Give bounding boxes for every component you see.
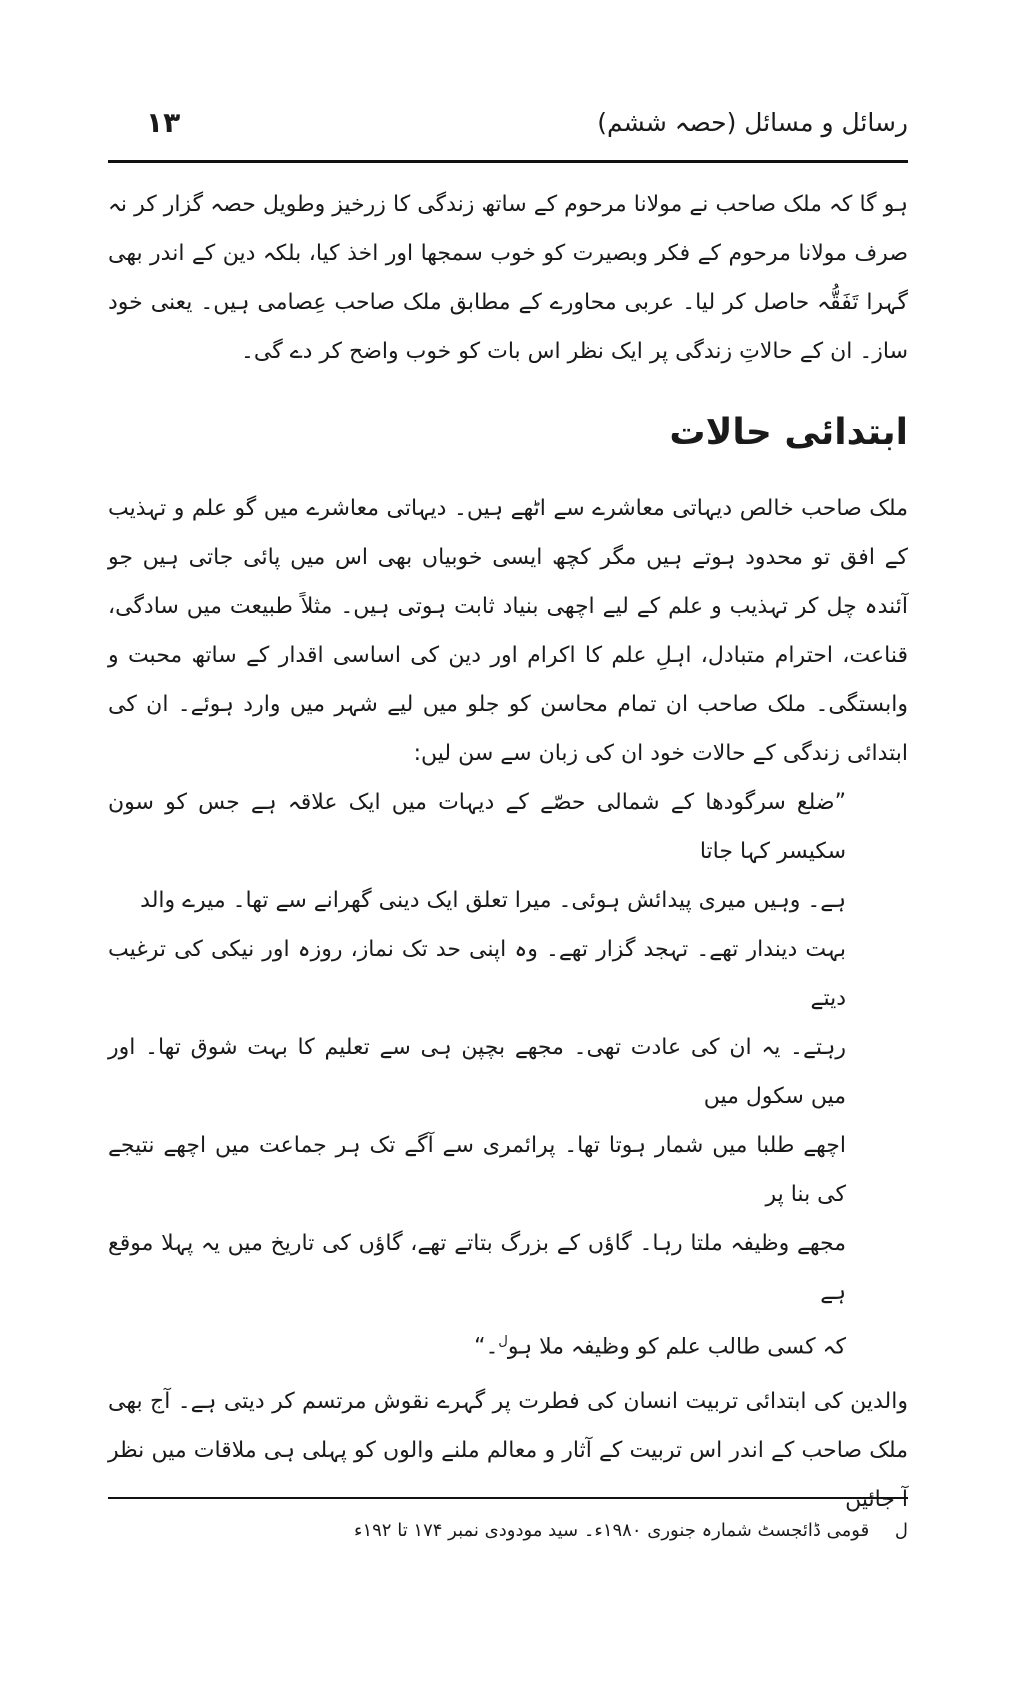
footnote-text: قومی ڈائجسٹ شمارہ جنوری ۱۹۸۰ء۔ سید مودودی نمبر ۱۷۴ تا ۱۹۲ء [354,1520,870,1541]
quote-line: بہت دیندار تھے۔ تہجد گزار تھے۔ وہ اپنی حد تک نماز، روزہ اور نیکی کی ترغیب دیتے [108,937,846,1011]
quote-line: ”ضلع سرگودھا کے شمالی حصّے کے دیہات میں ایک علاقہ ہے جس کو سون سکیسر کہا جاتا [108,790,846,864]
body-text [108,180,908,1524]
running-title: رسائل و مسائل (حصہ ششم) [597,108,908,137]
footnote-marker: ل [894,1520,908,1541]
footnote [108,1516,908,1546]
section-paragraph: ملک صاحب خالص دیہاتی معاشرے سے اٹھے ہیں۔ دیہاتی معاشرے میں گو علم و تہذیب کے افق تو محدود ہوتے ہیں مگر کچھ ایسی خوبیاں بھی اس میں پائی جاتی ہیں جو آئندہ چل کر تہذیب و علم کے لیے اچھی بنیاد ثابت ہوتی ہیں۔ مثلاً طبیعت میں سادگی، قناعت، احترام متبادل، اہلِ علم کا اکرام اور دین کی اساسی اقدار کے ساتھ محبت و وابستگی۔ ملک صاحب ان تمام محاسن کو جلو میں لیے شہر میں وارد ہوئے۔ ان کی ابتدائی زندگی کے حالات خود ان کی زبان سے سن لیں: [108,496,908,766]
quote-closing: ۔“ [474,1334,499,1360]
quote-line: مجھے وظیفہ ملتا رہا۔ گاؤں کے بزرگ بتاتے تھے، گاؤں کی تاریخ میں یہ پہلا موقع ہے [108,1231,846,1305]
footnote-reference: ل [498,1334,508,1349]
intro-paragraph: ہو گا کہ ملک صاحب نے مولانا مرحوم کے ساتھ زندگی کا زرخیز وطویل حصہ گزار کر نہ صرف مولانا مرحوم کے فکر وبصیرت کو خوب سمجھا اور اخذ کیا، بلکہ دین کے اندر بھی گہرا تَفَقُّہ حاصل کر لیا۔ عربی محاورے کے مطابق ملک صاحب عِصامی ہیں۔ یعنی خود ساز۔ ان کے حالاتِ زندگی پر ایک نظر اس بات کو خوب واضح کر دے گی۔ [108,192,908,364]
closing-paragraph: والدین کی ابتدائی تربیت انسان کی فطرت پر گہرے نقوش مرتسم کر دیتی ہے۔ آج بھی ملک صاحب کے اندر اس تربیت کے آثار و معالم ملنے والوں کو پہلی ہی ملاقات میں نظر آ جائیں [108,1389,908,1513]
quote-last-line [108,1317,846,1371]
footnote-rule [108,1497,908,1499]
header-rule [108,160,908,163]
quote-line: ہے۔ وہیں میری پیدائش ہوئی۔ میرا تعلق ایک دینی گھرانے سے تھا۔ میرے والد [140,888,846,913]
section-heading: ابتدائی حالات [669,412,908,453]
quote-line: رہتے۔ یہ ان کی عادت تھی۔ مجھے بچپن ہی سے تعلیم کا بہت شوق تھا۔ اور میں سکول میں [108,1035,846,1109]
quote-line: اچھے طلبا میں شمار ہوتا تھا۔ پرائمری سے آگے تک ہر جماعت میں اچھے نتیجے کی بنا پر [108,1133,846,1207]
block-quote [108,778,908,1371]
quote-line: کہ کسی طالب علم کو وظیفہ ملا ہو [507,1334,846,1360]
page-header [108,100,908,150]
page-number: ۱۳ [146,106,181,139]
